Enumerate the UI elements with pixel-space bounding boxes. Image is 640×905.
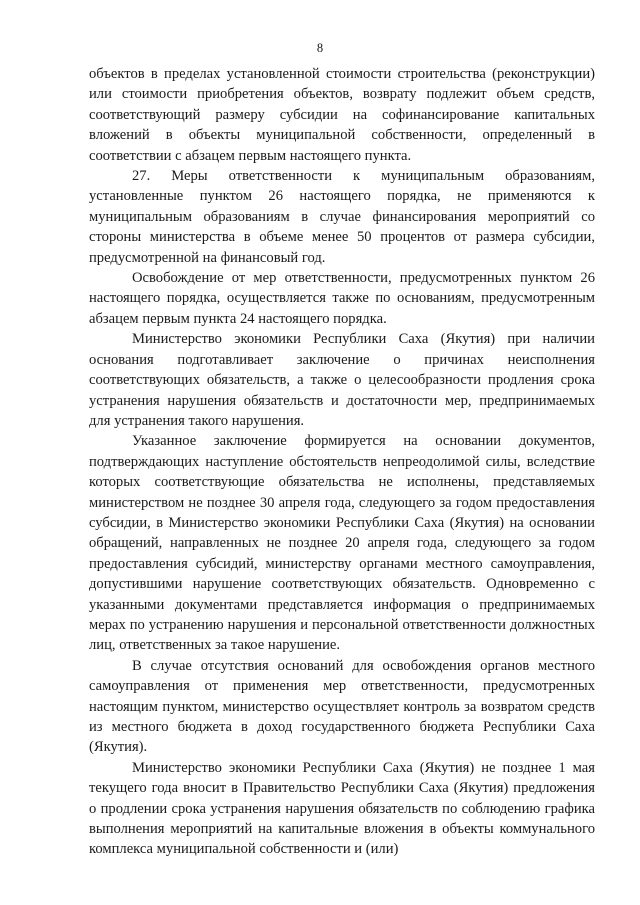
paragraph-3: Освобождение от мер ответственности, предусмотренных пунктом 26 настоящего порядка, осуществляется также по основаниям, предусмотренным абзацем первым пункта 24 настоящего порядка. [89, 270, 595, 327]
paragraph-2: 27. Меры ответственности к муниципальным образованиям, установленные пунктом 26 настоящего порядка, не применяются к муниципальным образованиям в случае финансирования мероприятий со стороны министерства в объеме менее 50 процентов от размера субсидии, предусмотренной на финансовый год. [89, 168, 595, 266]
document-body [89, 64, 595, 860]
paragraph-6: В случае отсутствия оснований для освобождения органов местного самоуправления от применения мер ответственности, предусмотренных настоящим пунктом, министерство осуществляет контроль за возвратом средств из местного бюджета в доход государственного бюджета Республики Саха (Якутия). [89, 657, 595, 756]
paragraph-1: объектов в пределах установленной стоимости строительства (реконструкции) или стоимости приобретения объектов, возврату подлежит объем средств, соответствующий размеру субсидии на софинансирование капитальных вложений в объекты муниципальной собственности, определенный в соответствии с абзацем первым настоящего пункта. [89, 66, 595, 164]
paragraph-4: Министерство экономики Республики Саха (Якутия) при наличии основания подготавливает заключение о причинах неисполнения соответствующих обязательств, а также о целесообразности продления срока устранения нарушения обязательств и достаточности мер, предпринимаемых для устранения такого нарушения. [89, 331, 595, 429]
paragraph-5: Указанное заключение формируется на основании документов, подтверждающих наступление обстоятельств непреодолимой силы, вследствие которых соответствующие обязательства не исполнены, представляемых министерством не позднее 30 апреля года, следующего за годом предоставления субсидии, в Министерство экономики Республики Саха (Якутия) на основании обращений, направленных не позднее 20 апреля года, следующего за годом предоставления субсидий, министерству органами местного самоуправления, допустившими нарушение соответствующих обязательств. Одновременно с указанными документами представляется информация о предпринимаемых мерах по устранению нарушения и персональной ответственности должностных лиц, ответственных за такое нарушение. [89, 433, 595, 654]
page-number: 8 [316, 41, 324, 55]
paragraph-7: Министерство экономики Республики Саха (Якутия) не позднее 1 мая текущего года вносит в Правительство Республики Саха (Якутия) предложения о продлении срока устранения нарушения обязательств по соблюдению графика выполнения мероприятий на капитальные вложения в объекты коммунального комплекса муниципальной собственности и (или) [89, 759, 595, 858]
